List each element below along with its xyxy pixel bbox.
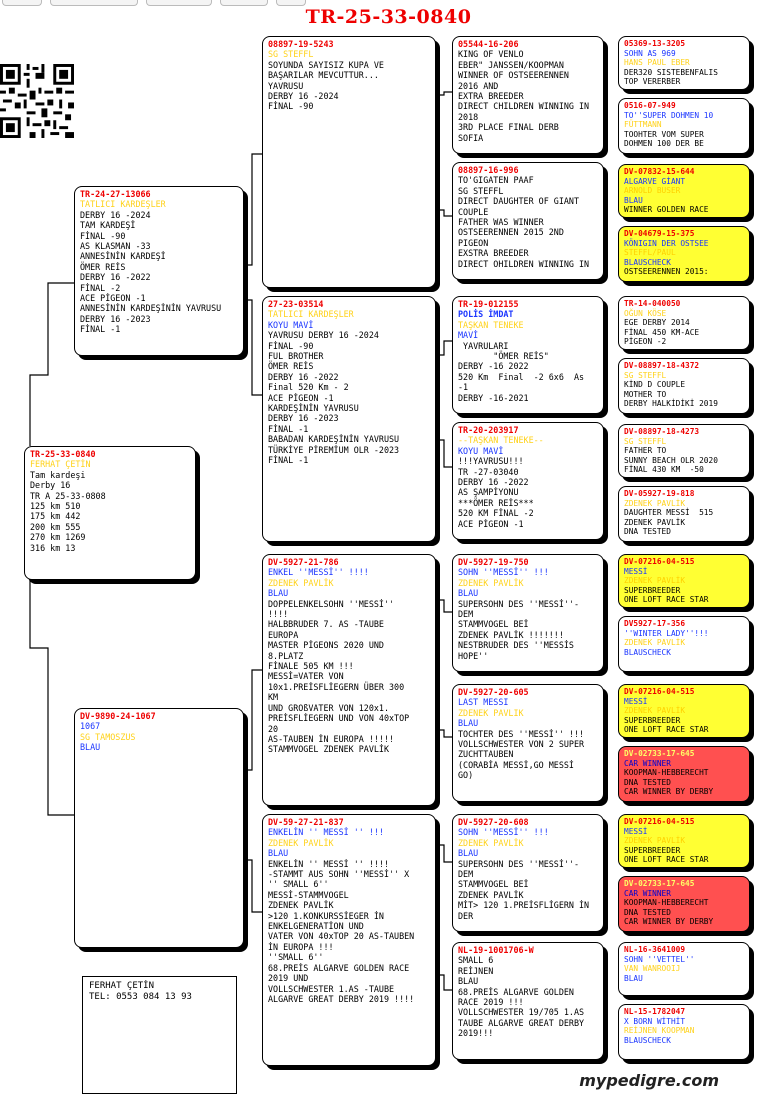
info-line: VOLLSCHWESTER 1.AS -TAUBE [268, 983, 395, 994]
info-line: DER [458, 910, 474, 921]
info-line: SMALL 6 [458, 955, 494, 966]
gen5-card[interactable] [618, 746, 750, 802]
info-line: DEM [458, 869, 474, 880]
info-line: ÖMER REİS [268, 361, 314, 372]
ring-number: DV-07216-04-515 [624, 687, 695, 696]
ring-number: DV-5927-19-750 [458, 557, 529, 567]
info-line: >120 1.KONKURSSİEGER İN [268, 910, 384, 921]
info-line: 2019!!! [458, 1028, 494, 1039]
pigeon-name: ENKELİN '' MESSİ '' !!! [268, 827, 384, 838]
info-line: GO) [458, 770, 474, 781]
info-line: STAMMVOGEL BEİ [458, 879, 529, 890]
info-line: FİNAL -90 [80, 230, 126, 241]
info-line: ALGARVE GREAT DERBY 2019 !!!! [268, 993, 415, 1004]
ring-number: DV-59-27-21-837 [268, 817, 344, 827]
info-line: VOLLSCHWESTER 19/705 1.AS [458, 1007, 585, 1018]
ring-number: DV5927-17-356 [624, 619, 686, 628]
info-line: SUPERBREEDER [624, 585, 681, 595]
pigeon-name: TO''SUPER DOHMEN 10 [624, 110, 714, 120]
ring-number: 08897-16-996 [458, 165, 519, 175]
info-line: DNA TESTED [624, 527, 671, 537]
info-line: HOPE'' [458, 650, 489, 661]
info-line: TR -27-03040 [458, 466, 519, 477]
info-line: ZDENEK PAVLİK [458, 889, 524, 900]
info-line: DNA TESTED [624, 777, 671, 787]
pigeon-name: ALGARVE GİANT [624, 176, 686, 186]
info-line: 3RD PLACE FINAL DERB [458, 122, 559, 133]
info-line: SUPERBREEDER [624, 715, 681, 725]
info-line: ONE LOFT RACE STAR [624, 855, 709, 865]
ring-number: TR-25-33-0840 [30, 449, 96, 459]
info-line: MESSİ=VATER VON [268, 671, 344, 682]
info-line: EBER" JANSSEN/KOOPMAN [458, 59, 564, 70]
gen5-card[interactable] [618, 98, 750, 154]
gen4-card[interactable] [452, 162, 604, 280]
owner-name: REİJNEN KOOPMAN [624, 1026, 695, 1036]
info-line: AS KLASMAN -33 [80, 241, 151, 252]
info-line: DOPPELENKELSOHN ''MESSİ'' [268, 598, 395, 609]
gen5-card[interactable] [618, 358, 750, 414]
info-line: FİNAL -90 [268, 340, 314, 351]
ring-number: DV-5927-20-605 [458, 687, 529, 697]
info-line: DERBY -16 2022 [458, 361, 529, 372]
owner-name: ZDENEK PAVLİK [458, 577, 524, 588]
info-line: ENKELİN '' MESSİ '' !!!! [268, 858, 390, 869]
info-line: FİNAL -2 [80, 282, 121, 293]
info-line: VATER VON 40xTOP 20 AS-TAUBEN [268, 931, 415, 942]
info-line: PIGEON [458, 237, 489, 248]
info-line: SG STEFFL [458, 185, 504, 196]
color: BLAU [268, 848, 289, 859]
pigeon-name: MESSİ [624, 826, 648, 836]
info-line: DERBY 16 -2022 [268, 371, 339, 382]
owner-name: HANS PAUL EBER [624, 58, 690, 68]
pigeon-name: LAST MESSI [458, 697, 509, 708]
color: MAVİ [458, 330, 479, 341]
info-line: VOLLSCHWESTER VON 2 SUPER [458, 739, 585, 750]
pigeon-name: X BORN WİTHİT [624, 1016, 686, 1026]
subject-pigeon-card[interactable] [24, 446, 196, 580]
info-line: DIRECT OHILDREN WINNING IN [458, 258, 590, 269]
color: BLAU [624, 195, 643, 205]
info-line: MESSİ-STAMMVOGEL [268, 889, 349, 900]
ring-number: DV-02733-17-645 [624, 749, 695, 758]
info-line: MİT> 120 1.PREİSFLİGERN İN [458, 900, 590, 911]
info-line: PREİSFLİEGERN UND VON 40xTOP [268, 713, 410, 724]
info-line: TOCHTER DES ''MESSİ'' !!! [458, 728, 585, 739]
info-line: FATHER TO [624, 446, 667, 456]
color: KOYU MAVİ [458, 445, 504, 456]
ring-number: NL-19-1001706-W [458, 945, 534, 955]
breeder-contact-box [82, 976, 237, 1094]
owner-name: TATLICI KARDEŞLER [80, 199, 166, 210]
owner-name: OĞUN KÖSE [624, 308, 667, 318]
gen4-card[interactable] [452, 814, 604, 932]
gen4-card[interactable] [452, 554, 604, 672]
owner-name: TATLICI KARDEŞLER [268, 309, 354, 320]
ring-number: DV-5927-21-786 [268, 557, 339, 567]
info-line: CAR WINNER BY DERBY [624, 787, 714, 797]
gen5-card[interactable] [618, 616, 750, 672]
gen5-card[interactable] [618, 226, 750, 282]
info-line: FİNALE 505 KM !!! [268, 661, 354, 672]
owner-name: SG STEFFL [624, 436, 667, 446]
info-line: DER320 SISTEBENFALIS [624, 67, 718, 77]
info-line: 20 [268, 723, 279, 734]
pigeon-name: ''WINTER LADY''!!! [624, 628, 709, 638]
ring-number: TR-14-040050 [624, 299, 681, 308]
owner-name: ZDENEK PAVLİK [268, 837, 334, 848]
gen5-card[interactable] [618, 1004, 750, 1060]
ring-number: DV-08897-18-4372 [624, 361, 700, 370]
pigeon-name: CAR WINNER [624, 888, 671, 898]
ring-number: DV-07216-04-515 [624, 557, 695, 566]
owner-name: FERHAT ÇETİN [30, 459, 91, 470]
pigeon-name: SOHN ''MESSİ'' !!! [458, 567, 549, 578]
pigeon-name: SOHN ''MESSİ'' !!! [458, 827, 549, 838]
info-line: 2018 [458, 111, 479, 122]
info-line: TOOHTER VOM SUPER [624, 129, 704, 139]
info-line: DERBY 16 -2024 [80, 209, 151, 220]
info-line: "ÖMER REİS" [458, 351, 549, 362]
gen4-card[interactable] [452, 942, 604, 1060]
info-line: DAUGHTER MESSİ 515 [624, 508, 714, 518]
info-line: CAR WINNER BY DERBY [624, 917, 714, 927]
breeder-phone: TEL: 0553 084 13 93 [89, 992, 192, 1002]
info-line: -STAMMT AUS SOHN ''MESSİ'' X [268, 869, 410, 880]
gen4-card[interactable] [452, 296, 604, 414]
owner-name: ZDENEK PAVLİK [624, 498, 686, 508]
ring-number: DV-9890-24-1067 [80, 711, 156, 721]
info-line: DNA TESTED [624, 907, 671, 917]
owner-name: --TAŞKAN TENEKE-- [458, 435, 544, 446]
info-line: ACE PİGEON -1 [80, 293, 146, 304]
owner-name: FÜTTMANN [624, 120, 662, 130]
color: BLAU [458, 588, 479, 599]
info-line: KİND D COUPLE [624, 380, 686, 390]
info-line: FİNAL -1 [268, 455, 309, 466]
info-line: EXTRA BREEDER [458, 91, 524, 102]
info-line: YAVRULARI [458, 340, 509, 351]
owner-name: ZDENEK PAVLİK [624, 836, 686, 846]
ring-number: DV-04679-15-375 [624, 229, 695, 238]
info-line: TR A 25-33-0808 [30, 490, 106, 501]
pigeon-name: MESSİ [624, 566, 648, 576]
info-line: DERBY 16 -2022 [80, 272, 151, 283]
info-line: FİNAL -90 [268, 101, 314, 112]
info-line: DIRECT DAUGHTER OF GIANT [458, 196, 580, 207]
color: BLAU [458, 848, 479, 859]
info-line: EGE DERBY 2014 [624, 318, 690, 328]
info-line: WINNER OF OSTSEERENNEN [458, 70, 569, 81]
info-line: ACE PİGEON -1 [458, 518, 524, 529]
info-line: DIRECT CHILDREN WINNING IN [458, 101, 590, 112]
gen5-card[interactable] [618, 424, 750, 478]
info-line: FİNAL 450 KM-ACE [624, 327, 700, 337]
info-line: 270 km 1269 [30, 532, 86, 543]
info-line: PİGEON -2 [624, 337, 667, 347]
info-line: TOP VERERBER [624, 77, 681, 87]
info-line: BLAU [458, 976, 479, 987]
info-line: OSTSEERENNEN 2015: [624, 267, 709, 277]
info-line: RACE 2019 !!! [458, 997, 524, 1008]
ring-number: DV-07216-04-515 [624, 817, 695, 826]
gen5-card[interactable] [618, 814, 750, 868]
info-line: ***ÖMER REİS*** [458, 497, 534, 508]
info-line: SUPERBREEDER [624, 845, 681, 855]
info-line: -1 [458, 382, 469, 393]
info-line: HALBBRUDER 7. AS -TAUBE [268, 619, 384, 630]
color: KOYU MAVİ [268, 319, 314, 330]
info-line: KARDEŞİNİN YAVRUSU [268, 403, 359, 414]
gen5-card[interactable] [618, 296, 750, 350]
info-line: KOOPMAN-HEBBERECHT [624, 898, 709, 908]
gen5-card[interactable] [618, 942, 750, 996]
ring-number: NL-15-1782047 [624, 1007, 686, 1016]
info-line: DEM [458, 609, 474, 620]
ring-number: DV-02733-17-645 [624, 879, 695, 888]
info-line: ZDENEK PAVLİK !!!!!!! [458, 629, 564, 640]
info-line: 68.PREİS ALGARVE GOLDEN RACE [268, 962, 410, 973]
color: BLAUSCHECK [624, 1035, 671, 1045]
ring-number: TR-19-012155 [458, 299, 519, 309]
pigeon-name: TO'GIGATEN PAAF [458, 175, 534, 186]
info-line: !!!YAVRUSU!!! [458, 456, 524, 467]
owner-name: VAN WANROOIJ [624, 964, 681, 974]
info-line: ZUCHTTAUBEN [458, 749, 514, 760]
ring-number: TR-24-27-13066 [80, 189, 151, 199]
info-line: TAUBE ALGARVE GREAT DERBY [458, 1017, 585, 1028]
info-line: ZDENEK PAVLİK [268, 900, 334, 911]
pigeon-name: 1067 [80, 721, 101, 732]
info-line: YAVRUSU DERBY 16 -2024 [268, 330, 379, 341]
info-line: (CORABİA MESSİ,GO MESSİ [458, 759, 574, 770]
info-line: MASTER PİGEONS 2020 UND [268, 640, 384, 651]
pigeon-name: MESSİ [624, 696, 648, 706]
owner-name: SG STEFFL [268, 49, 314, 60]
info-line: Tam kardeşi [30, 469, 86, 480]
info-line: SUPERSOHN DES ''MESSİ''- [458, 858, 580, 869]
info-line: SOYUNDA SAYISIZ KUPA VE [268, 59, 384, 70]
info-line: EXSTRA BREEDER [458, 248, 529, 259]
ring-number: DV-08897-18-4273 [624, 427, 700, 436]
ring-number: 08897-19-5243 [268, 39, 334, 49]
info-line: 316 km 13 [30, 542, 76, 553]
page-title: TR-25-33-0840 [305, 6, 472, 28]
info-line: FATHER WAS WINNER [458, 217, 544, 228]
info-line: TÜRKİYE PİREMİUM OLR -2023 [268, 444, 400, 455]
info-line: KOOPMAN-HEBBERECHT [624, 768, 709, 778]
info-line: 175 km 442 [30, 511, 81, 522]
info-line: YAVRUSU [268, 80, 304, 91]
info-line: 125 km 510 [30, 501, 81, 512]
info-line: NESTBRUDER DES ''MESSİS [458, 640, 574, 651]
info-line: FİNAL -1 [80, 324, 121, 335]
info-line: AS ŞAMPİYONU [458, 487, 519, 498]
owner-name: ARNOLD BUSER [624, 186, 681, 196]
ring-number: TR-20-203917 [458, 425, 519, 435]
gen5-card[interactable] [618, 164, 750, 218]
info-line: DERBY 16 -2023 [80, 313, 151, 324]
info-line: AS-TAUBEN İN EUROPA !!!!! [268, 733, 395, 744]
info-line: SUPERSOHN DES ''MESSİ''- [458, 598, 580, 609]
pigeon-name: CAR WINNER [624, 758, 671, 768]
info-line: DERBY 16 -2023 [268, 413, 339, 424]
owner-name: ZDENEK PAVLİK [624, 638, 686, 648]
dam-card[interactable] [74, 708, 244, 948]
info-line: BABADAN KARDEŞİNİN YAVRUSU [268, 434, 400, 445]
info-line: MOTHER TO [624, 389, 667, 399]
owner-name: ZDENEK PAVLIK [458, 707, 524, 718]
info-line: ACE PİGEON -1 [268, 392, 334, 403]
info-line: !!!! [268, 609, 289, 620]
gen4-card[interactable] [452, 422, 604, 540]
info-line: EUROPA [268, 629, 299, 640]
info-line: SOFIA [458, 132, 484, 143]
pigeon-name: ENKEL ''MESSİ'' !!!! [268, 567, 369, 578]
info-line: Derby 16 [30, 480, 71, 491]
info-line: 8.PLATZ [268, 650, 304, 661]
color: BLAU [624, 973, 643, 983]
info-line: '' SMALL 6'' [268, 879, 329, 890]
info-line: ONE LOFT RACE STAR [624, 595, 709, 605]
info-line: 520 Km Final -2 6x6 As [458, 371, 585, 382]
info-line: ANNESİNİN KARDEŞİ [80, 251, 166, 262]
info-line: 200 km 555 [30, 521, 81, 532]
pigeon-name: KING OF VENLO [458, 49, 524, 60]
ring-number: DV-05927-19-818 [624, 489, 695, 498]
ring-number: NL-16-3641009 [624, 945, 686, 954]
breeder-name: FERHAT ÇETİN [89, 981, 155, 991]
color: BLAU [268, 588, 289, 599]
info-line: KM [268, 692, 279, 703]
pigeon-name: SOHN ''VETTEL'' [624, 954, 695, 964]
ring-number: 0516-07-949 [624, 101, 676, 110]
pigeon-name: KÖNIGIN DER OSTSEE [624, 238, 709, 248]
info-line: DERBY 16 -2024 [268, 91, 339, 102]
info-line: 68.PREİS ALGARVE GOLDEN [458, 986, 574, 997]
pigeon-name: SOHN AS 969 [624, 48, 676, 58]
dam-dam-card[interactable] [262, 814, 436, 1066]
info-line: UND GROßVATER VON 120x1. [268, 702, 390, 713]
owner-name: ZDENEK PAVLİK [624, 706, 686, 716]
info-line: DOHMEN 100 DER BE [624, 139, 704, 149]
info-line: OSTSEERENNEN 2015 2ND [458, 227, 564, 238]
info-line: REİJNEN [458, 965, 494, 976]
info-line: COUPLE [458, 206, 489, 217]
color: BLAU [458, 718, 479, 729]
ring-number: 05369-13-3205 [624, 39, 686, 48]
info-line: DERBY 16 -2022 [458, 477, 529, 488]
brand-watermark: mypedigre.com [579, 1071, 719, 1090]
info-line: Final 520 Km - 2 [268, 382, 349, 393]
sire-dam-card[interactable] [262, 296, 436, 542]
info-line: WINNER GOLDEN RACE [624, 205, 709, 215]
gen5-card[interactable] [618, 486, 750, 542]
info-line: STAMMVOGEL ZDENEK PAVLİK [268, 744, 390, 755]
info-line: FİNAL -1 [268, 423, 309, 434]
ring-number: DV-07832-15-644 [624, 167, 695, 176]
dam-sire-card[interactable] [262, 554, 436, 806]
info-line: TAM KARDEŞİ [80, 220, 136, 231]
info-line: STAMMVOGEL BEİ [458, 619, 529, 630]
gen5-card[interactable] [618, 36, 750, 90]
info-line: SUNNY BEACH OLR 2020 [624, 455, 718, 465]
info-line: ANNESİNİN KARDEŞİNİN YAVRUSU [80, 303, 222, 314]
color: BLAU [80, 742, 101, 753]
sire-card[interactable] [74, 186, 244, 356]
ring-number: 27-23-03514 [268, 299, 324, 309]
info-line: 520 KM FİNAL -2 [458, 508, 534, 519]
owner-name: ZDENEK PAVLİK [624, 576, 686, 586]
info-line: DERBY HALKİDİKİ 2019 [624, 399, 718, 409]
info-line: 2016 AND [458, 80, 499, 91]
info-line: ZDENEK PAVLİK [624, 517, 686, 527]
gen5-card[interactable] [618, 684, 750, 738]
pigeon-name: POLİS İMDAT [458, 309, 514, 320]
info-line: ÖMER REİS [80, 261, 126, 272]
owner-name: ZDENEK PAVLİK [268, 577, 334, 588]
info-line: 10x1.PREİSFLİEGERN ÜBER 300 [268, 681, 405, 692]
owner-name: SG STEFFL [624, 370, 667, 380]
gen4-card[interactable] [452, 36, 604, 154]
info-line: ''SMALL 6'' [268, 952, 324, 963]
color: BLAUSCHECK [624, 257, 671, 267]
color: BLAUSCHECK [624, 647, 671, 657]
gen5-card[interactable] [618, 876, 750, 932]
sire-sire-card[interactable] [262, 36, 436, 288]
info-line: 2019 UND [268, 973, 309, 984]
gen4-card[interactable] [452, 684, 604, 802]
owner-name: TAŞKAN TENEKE [458, 319, 524, 330]
owner-name: SG TAMOSZUS [80, 731, 136, 742]
info-line: BAŞARILAR MEVCUTTUR... [268, 70, 379, 81]
info-line: DERBY -16-2021 [458, 392, 529, 403]
info-line: FİNAL 430 KM -50 [624, 465, 704, 475]
info-line: FUL BROTHER [268, 351, 324, 362]
info-line: ONE LOFT RACE STAR [624, 725, 709, 735]
info-line: ENKELGENERATİON UND [268, 921, 364, 932]
ring-number: DV-5927-20-608 [458, 817, 529, 827]
gen5-card[interactable] [618, 554, 750, 608]
info-line: İN EUROPA !!! [268, 941, 334, 952]
owner-name: ZDENEK PAVLİK [458, 837, 524, 848]
ring-number: 05544-16-206 [458, 39, 519, 49]
owner-name: STEFFL/PAUL [624, 248, 676, 258]
